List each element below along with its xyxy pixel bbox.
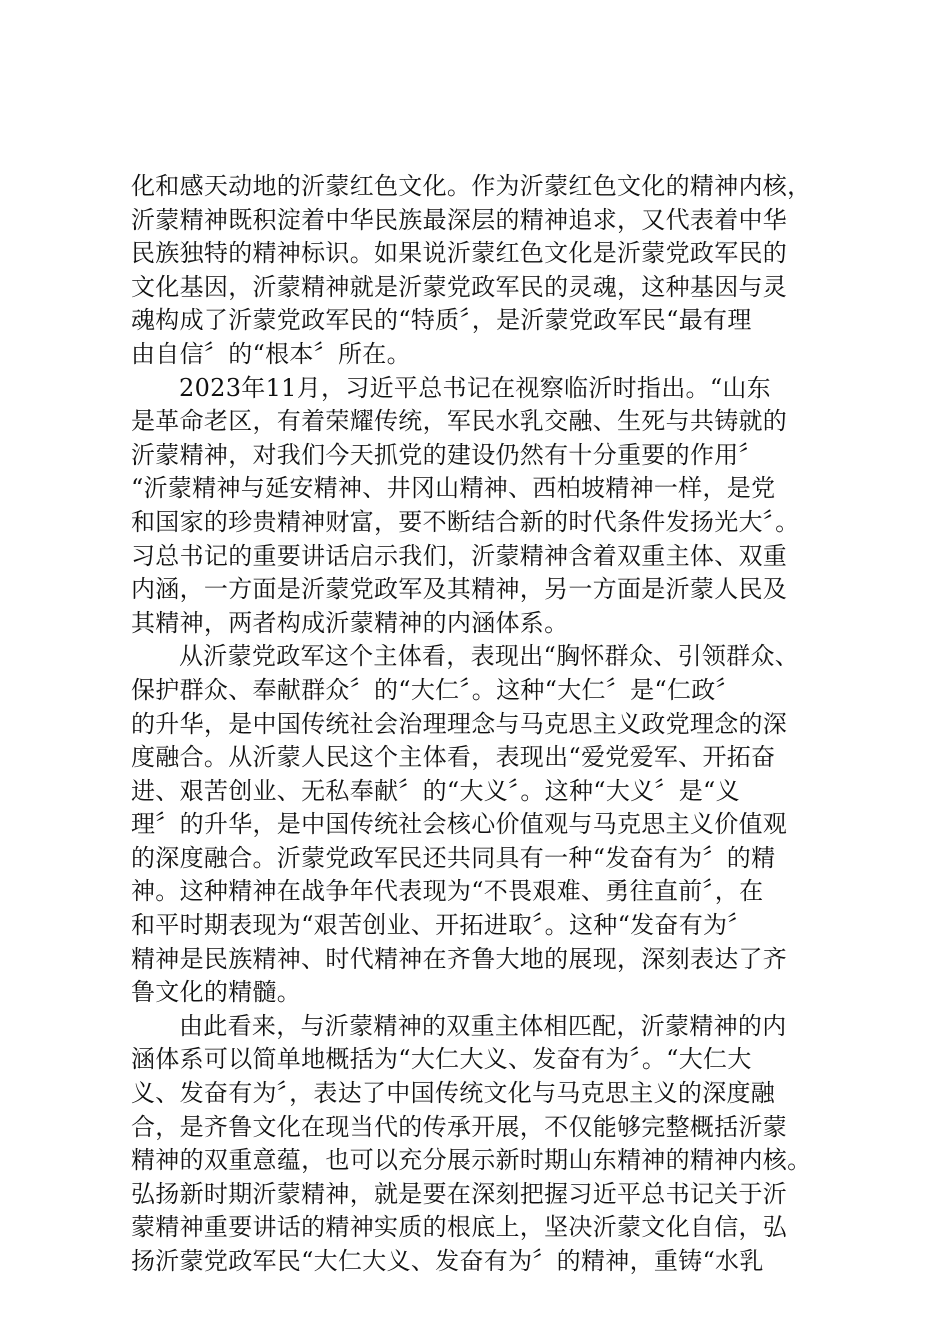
text-line: 精神的双重意蕴，也可以充分展示新时期山东精神的精神内核。	[131, 1146, 812, 1175]
text-line: 其精神，两者构成沂蒙精神的内涵体系。	[131, 608, 569, 637]
text-line: 是革命老区，有着荣耀传统，军民水乳交融、生死与共铸就的	[131, 407, 788, 436]
text-line: 精神是民族精神、时代精神在齐鲁大地的展现，深刻表达了齐	[131, 944, 788, 973]
text-line: 化和感天动地的沂蒙红色文化。作为沂蒙红色文化的精神内核，	[131, 172, 812, 200]
text-line: 的升华，是中国传统社会治理理念与马克思主义政党理念的深	[131, 709, 788, 738]
text-line: 民族独特的精神标识。如果说沂蒙红色文化是沂蒙党政军民的	[131, 239, 788, 268]
text-line: 进、艰苦创业、无私奉献〞的“大义〞。这种“大义〞是“义	[131, 776, 740, 805]
text-line: 神。这种精神在战争年代表现为“不畏艰难、勇往直前〞，在	[131, 877, 764, 906]
text-line: 和平时期表现为“艰苦创业、开拓进取〞。这种“发奋有为〞	[131, 911, 752, 940]
text-line: 合，是齐鲁文化在现当代的传承开展，不仅能够完整概括沂蒙	[131, 1112, 788, 1141]
text-line: 习总书记的重要讲话启示我们，沂蒙精神含着双重主体、双重	[131, 541, 788, 570]
text-line: 鲁文化的精髓。	[131, 978, 302, 1007]
text-line: 从沂蒙党政军这个主体看，表现出“胸怀群众、引领群众、	[179, 642, 800, 671]
text-line: 沂蒙精神，对我们今天抓党的建设仍然有十分重要的作用〞	[131, 440, 763, 469]
text-line: “沂蒙精神与延安精神、井冈山精神、西柏坡精神一样，是党	[131, 474, 776, 503]
text-line: 文化基因，沂蒙精神就是沂蒙党政军民的灵魂，这种基因与灵	[131, 272, 788, 301]
text-line: 蒙精神重要讲话的精神实质的根底上，坚决沂蒙文化自信，弘	[131, 1213, 788, 1242]
text-line: 的深度融合。沂蒙党政军民还共同具有一种“发奋有为〞的精	[131, 843, 776, 872]
text-line: 度融合。从沂蒙人民这个主体看，表现出“爱党爱军、开拓奋	[131, 743, 776, 772]
text-line: 理〞的升华，是中国传统社会核心价值观与马克思主义价值观	[131, 810, 788, 839]
text-line: 魂构成了沂蒙党政军民的“特质〞，是沂蒙党政军民“最有理	[131, 306, 752, 335]
text-line: 由自信〞的“根本〞所在。	[131, 339, 411, 368]
text-line: 由此看来，与沂蒙精神的双重主体相匹配，沂蒙精神的内	[179, 1011, 787, 1040]
text-line: 和国家的珍贵精神财富，要不断结合新的时代条件发扬光大〞。	[131, 507, 800, 536]
text-line: 2023年11月，习近平总书记在视察临沂时指出。“山东	[179, 373, 771, 402]
text-line: 涵体系可以简单地概括为“大仁大义、发奋有为〞。“大仁大	[131, 1045, 752, 1074]
text-line: 保护群众、奉献群众〞的“大仁〞。这种“大仁〞是“仁政〞	[131, 675, 740, 704]
document-body	[131, 170, 831, 1279]
text-line: 内涵，一方面是沂蒙党政军及其精神，另一方面是沂蒙人民及	[131, 575, 788, 604]
text-line: 弘扬新时期沂蒙精神，就是要在深刻把握习近平总书记关于沂	[131, 1179, 788, 1208]
text-line: 沂蒙精神既积淀着中华民族最深层的精神追求，又代表着中华	[131, 205, 788, 234]
text-line: 扬沂蒙党政军民“大仁大义、发奋有为〞的精神，重铸“水乳	[131, 1247, 764, 1275]
text-line: 义、发奋有为〞，表达了中国传统文化与马克思主义的深度融	[131, 1079, 776, 1108]
